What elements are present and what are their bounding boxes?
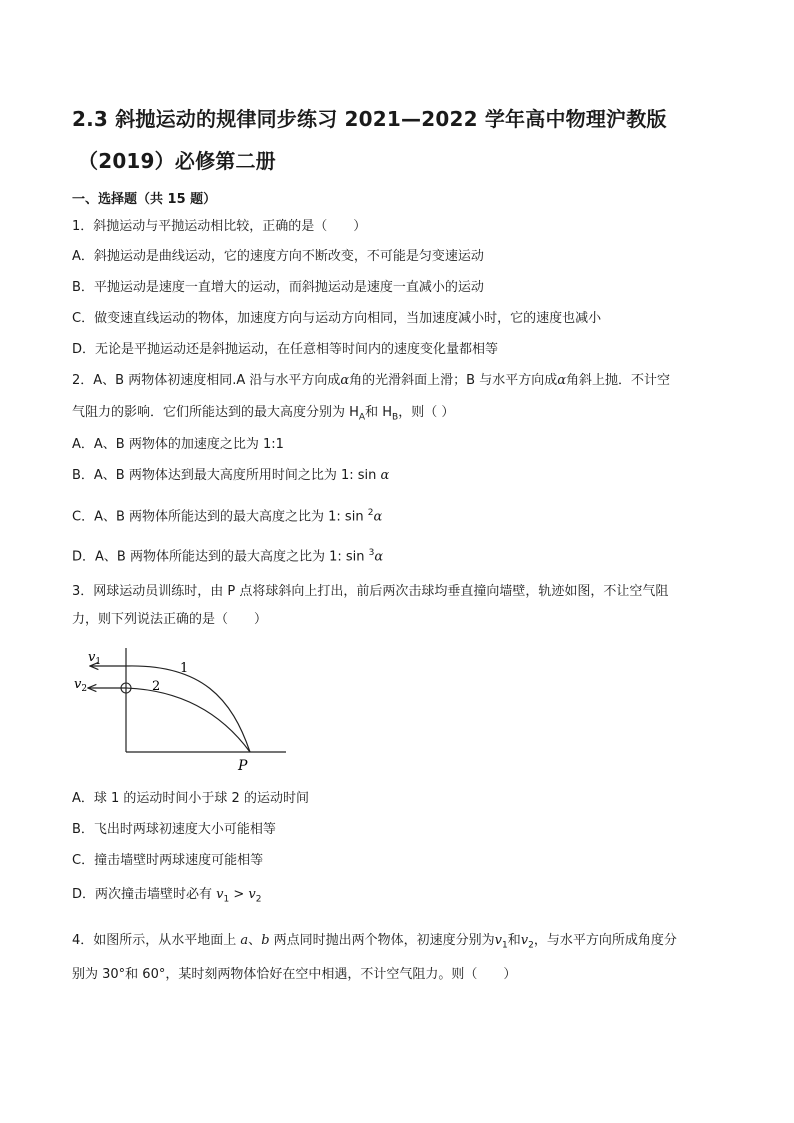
alpha-symbol: α xyxy=(373,509,383,525)
q2-stem-part: 2．A、B 两物体初速度相同.A 沿与水平方向成 xyxy=(72,373,341,388)
velocity-symbol: v xyxy=(494,933,503,948)
q2-stem-part: 角的光滑斜面上滑；B 与水平方向成 xyxy=(349,373,558,388)
q3-option-d-text: D．两次撞击墙壁时必有 xyxy=(72,887,217,902)
v1-label: $v_1$ xyxy=(88,650,102,667)
q4-stem-part: 两点同时抛出两个物体，初速度分别为 xyxy=(269,933,495,948)
q2-stem-part: ，则（ ） xyxy=(398,405,455,420)
q2-option-d-text: D．A、B 两物体所能达到的最大高度之比为 1: sin xyxy=(72,549,369,565)
point-a-symbol: a xyxy=(240,933,249,948)
point-p-label: P xyxy=(238,758,248,774)
document-title-line-1: 2.3 斜抛运动的规律同步练习 2021—2022 学年高中物理沪教版 xyxy=(72,107,667,131)
q2-stem-part: 和 H xyxy=(365,405,393,420)
q4-stem-part: 、 xyxy=(248,933,262,948)
q3-option-d xyxy=(72,886,262,909)
q4-stem-part: 4．如图所示，从水平地面上 xyxy=(72,933,241,948)
superscript: 3 xyxy=(368,548,375,558)
subscript: B xyxy=(392,412,399,423)
subscript: A xyxy=(358,412,366,423)
q1-option-a: A．斜抛运动是曲线运动，它的速度方向不断改变，不可能是匀变速运动 xyxy=(72,249,484,264)
q2-option-a: A．A、B 两物体的加速度之比为 1:1 xyxy=(72,437,284,452)
velocity-symbol: v xyxy=(248,887,256,902)
q2-stem-part: 角斜上抛．不计空 xyxy=(566,373,671,388)
subscript: 1 xyxy=(502,940,508,951)
q1-option-b: B．平抛运动是速度一直增大的运动，而斜抛运动是速度一直减小的运动 xyxy=(72,280,484,295)
section-heading: 一、选择题（共 15 题） xyxy=(72,192,217,207)
v2-label: $v_2$ xyxy=(74,677,88,694)
subscript: 1 xyxy=(223,894,230,905)
point-b-symbol: b xyxy=(261,933,270,948)
q2-stem-line-2 xyxy=(72,404,454,427)
q2-stem-line-1 xyxy=(72,372,670,390)
q2-option-b-text: B．A、B 两物体达到最大高度所用时间之比为 1: sin xyxy=(72,468,381,483)
q2-option-c xyxy=(72,504,382,526)
trajectory-2 xyxy=(126,688,250,752)
trajectory-1 xyxy=(126,666,250,752)
subscript: 2 xyxy=(528,940,534,951)
q3-option-b: B．飞出时两球初速度大小可能相等 xyxy=(72,822,276,837)
alpha-symbol: α xyxy=(557,373,566,388)
trajectory-figure xyxy=(72,644,302,774)
q2-option-b xyxy=(72,467,389,485)
q4-stem-part: 和 xyxy=(507,933,521,948)
q3-option-c: C．撞击墙壁时两球速度可能相等 xyxy=(72,853,264,868)
superscript: 2 xyxy=(367,508,374,518)
q4-stem-part: ，与水平方向所成角度分 xyxy=(533,933,677,948)
q4-stem-line-2: 别为 30°和 60°，某时刻两物体恰好在空中相遇，不计空气阻力。则（ ） xyxy=(72,967,517,982)
greater-than-sign: > xyxy=(229,887,249,902)
curve-2-label: 2 xyxy=(152,679,161,694)
velocity-symbol: v xyxy=(520,933,529,948)
velocity-symbol: v xyxy=(216,887,224,902)
q3-stem-line-1: 3．网球运动员训练时，由 P 点将球斜向上打出，前后两次击球均垂直撞向墙壁，轨迹如图，不让空气阻 xyxy=(72,584,669,599)
q4-stem-line-1 xyxy=(72,932,677,955)
curve-1-label: 1 xyxy=(180,661,189,676)
q2-stem-part: 气阻力的影响．它们所能达到的最大高度分别为 H xyxy=(72,405,359,420)
alpha-symbol: α xyxy=(380,468,390,483)
q1-option-c: C．做变速直线运动的物体，加速度方向与运动方向相同，当加速度减小时，它的速度也减小 xyxy=(72,311,602,326)
alpha-symbol: α xyxy=(340,373,350,388)
subscript: 2 xyxy=(255,894,262,905)
q1-stem: 1．斜抛运动与平抛运动相比较，正确的是（ ） xyxy=(72,219,367,234)
q3-option-a: A．球 1 的运动时间小于球 2 的运动时间 xyxy=(72,791,309,806)
alpha-symbol: α xyxy=(374,549,384,565)
q2-option-c-text: C．A、B 两物体所能达到的最大高度之比为 1: sin xyxy=(72,509,368,525)
q1-option-d: D．无论是平抛运动还是斜抛运动，在任意相等时间内的速度变化量都相等 xyxy=(72,342,499,357)
q2-option-d xyxy=(72,544,383,566)
q3-stem-line-2: 力，则下列说法正确的是（ ） xyxy=(72,612,268,627)
document-title-line-2: （2019）必修第二册 xyxy=(78,149,276,173)
